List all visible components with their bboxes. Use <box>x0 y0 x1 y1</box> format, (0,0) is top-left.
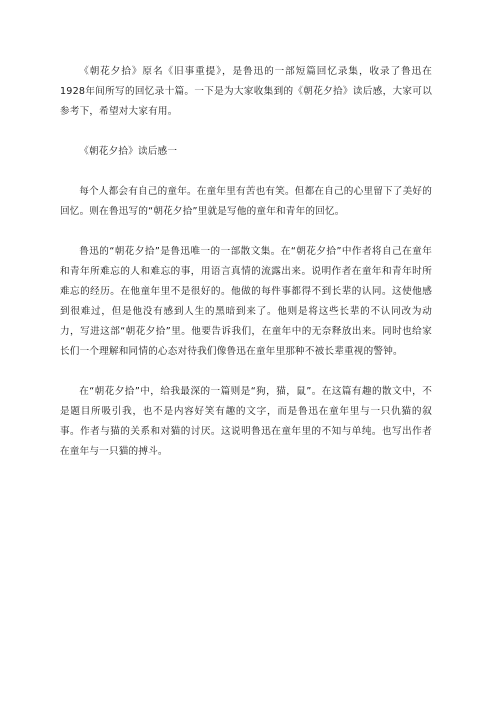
body-paragraph-3: 在“朝花夕拾”中，给我最深的一篇则是“狗，猫，鼠”。在这篇有趣的散文中，不是题目所吸引我，也不是内容好笑有趣的文字，而是鲁迅在童年里与一只仇猫的叙事。作者与猫的关系和对猫的讨厌。这说明鲁迅在童年里的不知与单纯。也写出作者在童年与一只猫的搏斗。 <box>60 386 432 457</box>
body-paragraph-2: 鲁迅的“朝花夕拾”是鲁迅唯一的一部散文集。在“朝花夕拾”中作者将自己在童年和青年所难忘的人和难忘的事，用语言真情的流露出来。说明作者在童年和青年时所难忘的经历。在他童年里不是很好的。他做的每件事都得不到长辈的认同。这使他感到很难过，但是他没有感到人生的黑暗到来了。他则是将这些长辈的不认同改为动力，写进这部“朝花夕拾”里。他要告诉我们，在童年中的无奈释放出来。同时也给家长们一个理解和同情的心态对待我们像鲁迅在童年里那种不被长辈重视的警钟。 <box>60 246 432 357</box>
body-paragraph-1: 每个人都会有自己的童年。在童年里有苦也有笑。但都在自己的心里留下了美好的回忆。则在鲁迅写的“朝花夕拾”里就是写他的童年和青年的回忆。 <box>60 186 432 217</box>
spacer <box>60 122 432 142</box>
spacer <box>60 222 432 242</box>
spacer <box>60 162 432 182</box>
section-heading: 《朝花夕拾》读后感一 <box>79 146 178 157</box>
spacer <box>60 362 432 382</box>
document-body <box>60 62 432 462</box>
intro-paragraph: 《朝花夕拾》原名《旧事重提》，是鲁迅的一部短篇回忆录集，收录了鲁迅在1928年间所写的回忆录十篇。一下是为大家收集到的《朝花夕拾》读后感，大家可以参考下，希望对大家有用。 <box>60 66 432 117</box>
